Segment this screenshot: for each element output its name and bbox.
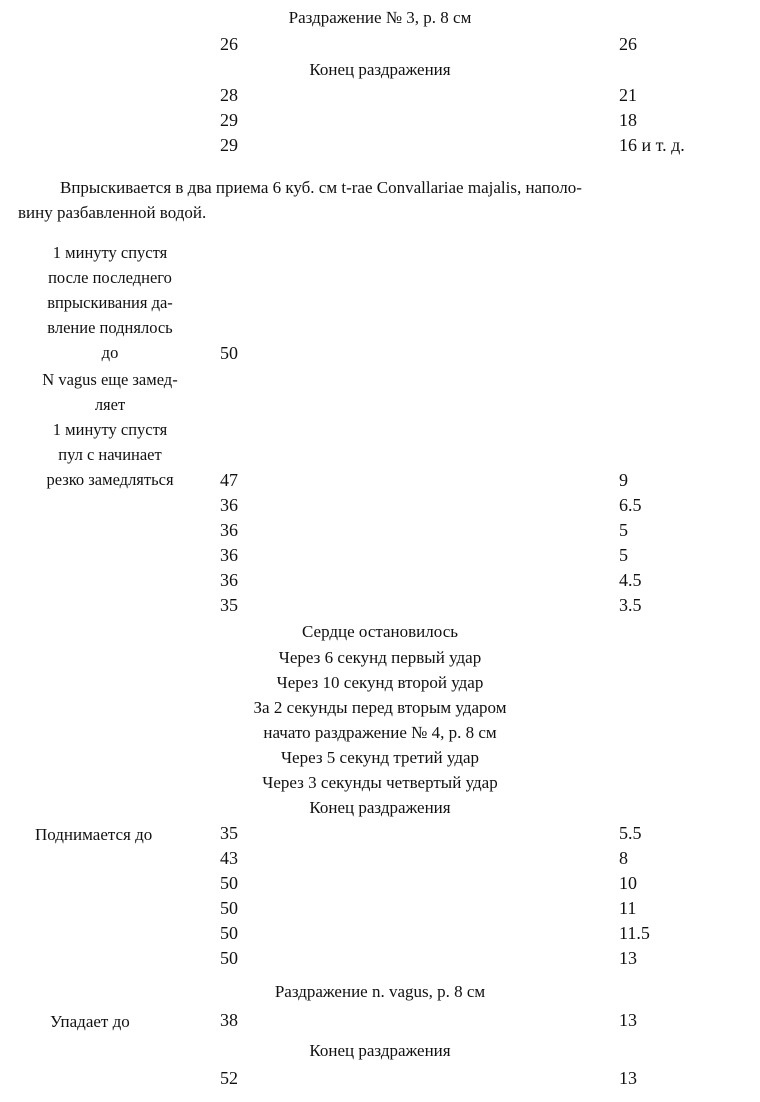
pressure-value: 36: [220, 495, 238, 515]
pressure-value: 50: [220, 898, 238, 918]
side-note-line: 1 минуту спустя: [52, 420, 168, 439]
end-of-stimulation: Конец раздражения: [309, 60, 451, 79]
side-note-line: 1 минуту спустя: [52, 243, 168, 262]
pulse-value: 9: [619, 470, 628, 490]
event-line: За 2 секунды перед вторым ударом: [253, 698, 507, 717]
side-note-line: резко замедляться: [46, 470, 174, 489]
pulse-value: 16 и т. д.: [619, 135, 685, 155]
event-line: Через 5 секунд третий удар: [280, 748, 480, 767]
pressure-value: 50: [220, 948, 238, 968]
falls-to-label: Упадает до: [50, 1012, 130, 1031]
event-line: Сердце остановилось: [302, 622, 458, 641]
event-line: Через 6 секунд первый удар: [278, 648, 482, 667]
side-note-line: N vagus еще замед-: [42, 370, 178, 389]
pressure-value: 43: [220, 848, 238, 868]
pulse-value: 13: [619, 1010, 637, 1030]
stimulation-heading-3: Раздражение № 3, р. 8 см: [288, 8, 472, 27]
pressure-value: 52: [220, 1068, 238, 1088]
pressure-value: 36: [220, 520, 238, 540]
paragraph-line: Впрыскивается в два приема 6 куб. см t-rae Convallariae majalis, наполо-: [60, 178, 582, 197]
pressure-value: 28: [220, 85, 238, 105]
pressure-value: 29: [220, 110, 238, 130]
side-note-line: пул с начинает: [58, 445, 162, 464]
pressure-value: 50: [220, 873, 238, 893]
pulse-value: 6.5: [619, 495, 642, 515]
pressure-value: 35: [220, 823, 238, 843]
pressure-value: 47: [220, 470, 238, 490]
pressure-value: 50: [220, 923, 238, 943]
pulse-value: 5.5: [619, 823, 642, 843]
pulse-value: 21: [619, 85, 637, 105]
pulse-value: 5: [619, 545, 628, 565]
event-line: начато раздражение № 4, р. 8 см: [263, 723, 497, 742]
pulse-value: 11.5: [619, 923, 650, 943]
pulse-value: 13: [619, 1068, 637, 1088]
end-of-stimulation: Конец раздражения: [309, 798, 451, 817]
event-line: Через 10 секунд второй удар: [276, 673, 484, 692]
pulse-value: 18: [619, 110, 637, 130]
pressure-value: 38: [220, 1010, 238, 1030]
side-note-line: вление поднялось: [47, 318, 173, 337]
pulse-value: 3.5: [619, 595, 642, 615]
side-note-line: до: [101, 343, 119, 362]
pressure-value: 35: [220, 595, 238, 615]
pressure-value: 50: [220, 343, 238, 363]
side-note-line: ляет: [94, 395, 126, 414]
pulse-value: 5: [619, 520, 628, 540]
end-of-stimulation: Конец раздражения: [309, 1041, 451, 1060]
pressure-value: 36: [220, 570, 238, 590]
event-line: Через 3 секунды четвертый удар: [262, 773, 498, 792]
pulse-value: 26: [619, 34, 637, 54]
pulse-value: 11: [619, 898, 637, 918]
pulse-value: 8: [619, 848, 628, 868]
pressure-value: 36: [220, 545, 238, 565]
side-note-line: впрыскивания да-: [47, 293, 173, 312]
pulse-value: 10: [619, 873, 637, 893]
pulse-value: 4.5: [619, 570, 642, 590]
paragraph-line: вину разбавленной водой.: [18, 203, 207, 222]
pressure-value: 29: [220, 135, 238, 155]
vagus-stimulation-heading: Раздражение n. vagus, р. 8 см: [274, 982, 486, 1001]
pulse-value: 13: [619, 948, 637, 968]
pressure-value: 26: [220, 34, 238, 54]
rises-to-label: Поднимается до: [35, 825, 153, 844]
side-note-line: после последнего: [48, 268, 172, 287]
